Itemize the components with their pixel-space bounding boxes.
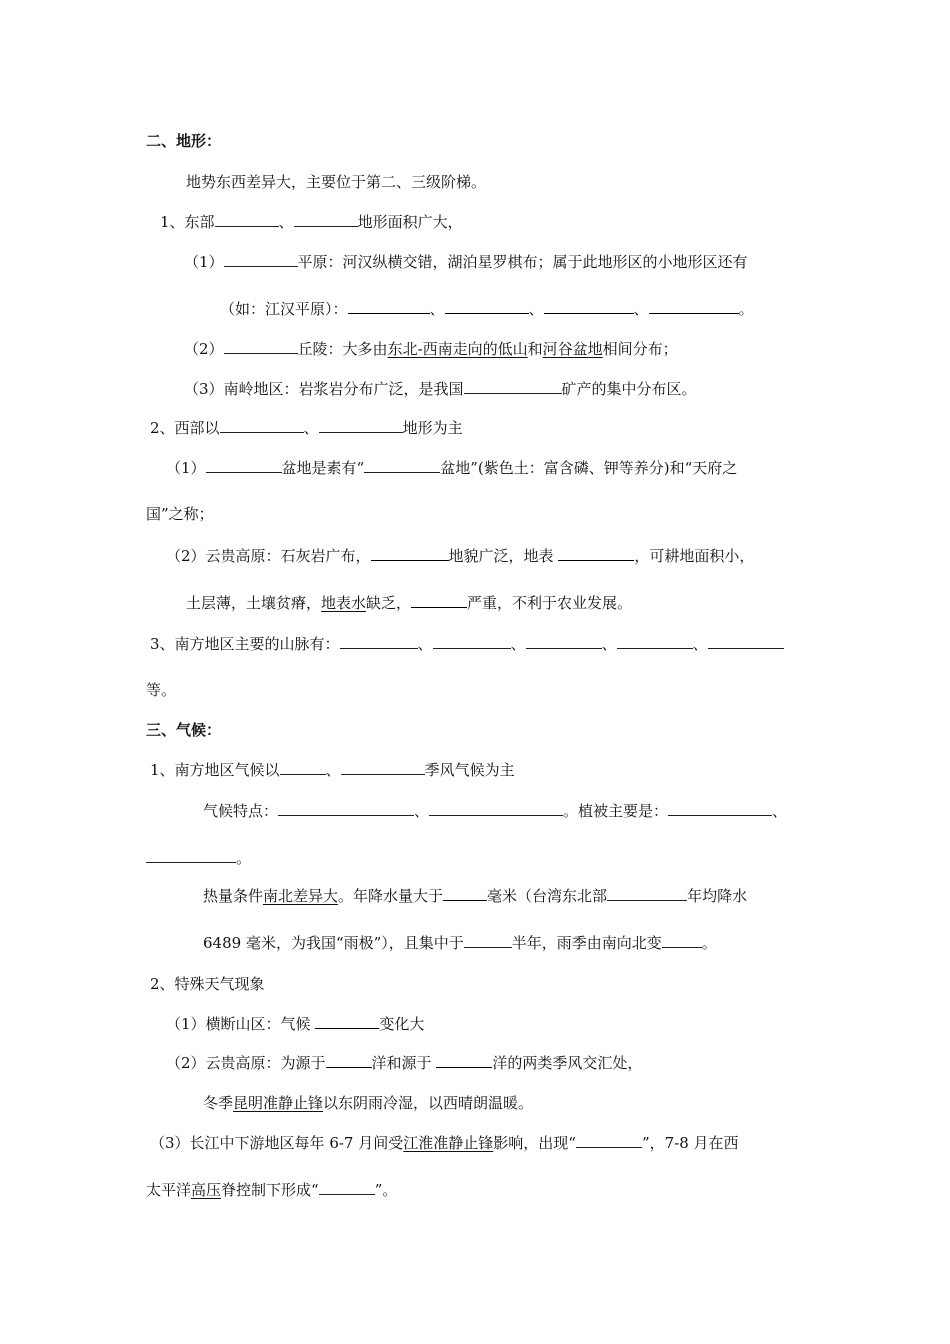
separator: 、 bbox=[417, 635, 433, 653]
sub-text: （3）南岭地区：岩浆岩分布广泛，是我国 bbox=[184, 380, 464, 398]
blank-field[interactable] bbox=[445, 299, 529, 314]
mountains-cont bbox=[146, 680, 176, 700]
blank-field[interactable] bbox=[411, 593, 467, 608]
sub-text: （3）长江中下游地区每年 6-7 月间受 bbox=[150, 1134, 404, 1152]
yungui bbox=[166, 1053, 642, 1073]
sub-text: 和 bbox=[527, 340, 543, 358]
blank-field[interactable] bbox=[319, 1180, 375, 1195]
sub-text: ，可耕地面积小， bbox=[634, 547, 755, 565]
sub-text: （2）云贵高原：石灰岩广布， bbox=[166, 547, 371, 565]
blank-field[interactable] bbox=[436, 1053, 492, 1068]
heat-precip-cont bbox=[203, 933, 717, 953]
blank-field[interactable] bbox=[348, 299, 430, 314]
sub-text: 矿产的集中分布区。 bbox=[561, 380, 697, 398]
blank-field[interactable] bbox=[433, 634, 511, 649]
blank-field[interactable] bbox=[371, 546, 449, 561]
west-item bbox=[150, 418, 463, 438]
terrain-intro bbox=[186, 172, 486, 192]
sub-text: 气候特点： bbox=[203, 802, 279, 820]
east-sub1 bbox=[184, 252, 748, 272]
blank-field[interactable] bbox=[464, 933, 512, 948]
blank-field[interactable] bbox=[224, 339, 298, 354]
period: 。 bbox=[738, 300, 754, 318]
sub-text: （2）云贵高原：为源于 bbox=[166, 1054, 326, 1072]
east-sub1-cont bbox=[220, 299, 754, 319]
west-sub2 bbox=[166, 546, 754, 566]
sub-text: 年均降水 bbox=[687, 887, 748, 905]
underlined-term: 河谷盆地 bbox=[542, 340, 603, 358]
blank-field[interactable] bbox=[280, 760, 326, 775]
blank-field[interactable] bbox=[464, 379, 562, 394]
climate-features-cont bbox=[146, 848, 251, 868]
sub-text: 以东阴雨冷湿，以西晴朗温暖。 bbox=[323, 1094, 534, 1112]
blank-field[interactable] bbox=[224, 252, 298, 267]
blank-field[interactable] bbox=[708, 634, 784, 649]
section-title-terrain: 二、地形： bbox=[146, 132, 222, 150]
east-tail: 地形面积广大， bbox=[357, 213, 463, 231]
blank-field[interactable] bbox=[558, 546, 634, 561]
blank-field[interactable] bbox=[278, 801, 414, 816]
sub-text: 2、特殊天气现象 bbox=[150, 975, 265, 993]
sub-text: 6489 毫米，为我国“雨极”），且集中于 bbox=[203, 934, 464, 952]
east-item bbox=[160, 212, 463, 232]
sub-text: 地貌广泛，地表 bbox=[448, 547, 559, 565]
yangtze bbox=[150, 1133, 739, 1153]
sub-text: 洋的两类季风交汇处， bbox=[492, 1054, 643, 1072]
blank-field[interactable] bbox=[662, 933, 702, 948]
hengduan bbox=[166, 1014, 424, 1034]
sub-text: 热量条件 bbox=[203, 887, 264, 905]
blank-field[interactable] bbox=[326, 1053, 372, 1068]
sub-text: 脊控制下形成“ bbox=[221, 1181, 319, 1199]
sub-text: 太平洋 bbox=[146, 1181, 192, 1199]
underlined-term: 东北-西南走向的低山 bbox=[387, 340, 528, 358]
intro-text: 地势东西差异大，主要位于第二、三级阶梯。 bbox=[186, 173, 487, 191]
blank-field[interactable] bbox=[206, 458, 282, 473]
sub-text: 1、南方地区气候以 bbox=[150, 761, 280, 779]
underlined-term: 昆明准静止锋 bbox=[233, 1094, 324, 1112]
period: 。 bbox=[701, 934, 717, 952]
blank-field[interactable] bbox=[443, 886, 487, 901]
mountains-label: 3、南方地区主要的山脉有： bbox=[150, 635, 340, 653]
sub-text: 影响，出现“ bbox=[493, 1134, 576, 1152]
sub-text: 。植被主要是： bbox=[563, 802, 669, 820]
sub-text: 平原：河汉纵横交错，湖泊星罗棋布；属于此地形区的小地形区还有 bbox=[297, 253, 748, 271]
blank-field[interactable] bbox=[319, 418, 403, 433]
sub-text: 。年降水量大于 bbox=[338, 887, 444, 905]
sub-number: （2） bbox=[184, 340, 224, 358]
blank-field[interactable] bbox=[544, 299, 634, 314]
blank-field[interactable] bbox=[649, 299, 739, 314]
sub-text: 严重，不利于农业发展。 bbox=[467, 594, 633, 612]
sub-text: 毫米（台湾东北部 bbox=[487, 887, 608, 905]
yangtze-cont bbox=[146, 1180, 397, 1200]
sub-text: 变化大 bbox=[379, 1015, 425, 1033]
blank-field[interactable] bbox=[617, 634, 693, 649]
east-label: 1、东部 bbox=[160, 213, 215, 231]
east-sub3 bbox=[184, 379, 697, 399]
west-label: 2、西部以 bbox=[150, 419, 220, 437]
sub-text: （1）横断山区：气候 bbox=[166, 1015, 316, 1033]
sub-text: 季风气候为主 bbox=[424, 761, 515, 779]
sub-text: 洋和源于 bbox=[371, 1054, 437, 1072]
climate-item1 bbox=[150, 760, 515, 780]
special-weather bbox=[150, 974, 265, 994]
separator: 、 bbox=[528, 300, 544, 318]
west-tail: 地形为主 bbox=[402, 419, 463, 437]
sub-text: （如：江汉平原）： bbox=[220, 300, 348, 318]
east-sub2 bbox=[184, 339, 678, 359]
separator: 、 bbox=[772, 802, 788, 820]
west-sub1 bbox=[166, 458, 737, 478]
underlined-term: 江淮准静止锋 bbox=[403, 1134, 494, 1152]
climate-features bbox=[203, 801, 787, 821]
heat-precip bbox=[203, 886, 747, 906]
blank-field[interactable] bbox=[215, 212, 279, 227]
yungui-cont bbox=[203, 1093, 533, 1113]
sub-text: 相间分布； bbox=[602, 340, 678, 358]
blank-field[interactable] bbox=[146, 848, 236, 863]
blank-field[interactable] bbox=[341, 760, 425, 775]
separator: 、 bbox=[601, 635, 617, 653]
sub-text: 国”之称； bbox=[146, 505, 214, 523]
separator: 、 bbox=[510, 635, 526, 653]
blank-field[interactable] bbox=[340, 634, 418, 649]
sub-text: 等。 bbox=[146, 681, 177, 699]
west-sub1-cont bbox=[146, 504, 214, 524]
mountains-item bbox=[150, 634, 784, 654]
blank-field[interactable] bbox=[576, 1133, 642, 1148]
separator: 、 bbox=[429, 300, 445, 318]
sub-number: （1） bbox=[166, 459, 206, 477]
sub-text: 丘陵：大多由 bbox=[297, 340, 388, 358]
blank-field[interactable] bbox=[364, 458, 440, 473]
separator: 、 bbox=[633, 300, 649, 318]
period: 。 bbox=[236, 849, 252, 867]
separator: 、 bbox=[692, 635, 708, 653]
sub-text: ”。 bbox=[374, 1181, 398, 1199]
sub-text: 缺乏， bbox=[366, 594, 412, 612]
separator: 、 bbox=[325, 761, 341, 779]
sub-text: 盆地”(紫色土：富含磷、钾等养分)和“天府之 bbox=[440, 459, 738, 477]
separator: 、 bbox=[414, 802, 430, 820]
blank-field[interactable] bbox=[526, 634, 602, 649]
section-title-climate: 三、气候： bbox=[146, 721, 222, 739]
separator: 、 bbox=[303, 419, 319, 437]
blank-field[interactable] bbox=[607, 886, 687, 901]
blank-field[interactable] bbox=[315, 1014, 379, 1029]
west-sub2-cont bbox=[186, 593, 632, 613]
blank-field[interactable] bbox=[429, 801, 563, 816]
blank-field[interactable] bbox=[668, 801, 772, 816]
sub-text: 盆地是素有“ bbox=[281, 459, 365, 477]
underlined-term: 南北差异大 bbox=[263, 887, 339, 905]
sub-text: 冬季 bbox=[203, 1094, 234, 1112]
sub-text: 土层薄，土壤贫瘠， bbox=[186, 594, 322, 612]
blank-field[interactable] bbox=[294, 212, 358, 227]
separator: 、 bbox=[278, 213, 294, 231]
sub-number: （1） bbox=[184, 253, 224, 271]
underlined-term: 地表水 bbox=[321, 594, 367, 612]
blank-field[interactable] bbox=[220, 418, 304, 433]
underlined-term: 高压 bbox=[191, 1181, 222, 1199]
sub-text: ”，7-8 月在西 bbox=[641, 1134, 739, 1152]
sub-text: 半年，雨季由南向北变 bbox=[511, 934, 662, 952]
